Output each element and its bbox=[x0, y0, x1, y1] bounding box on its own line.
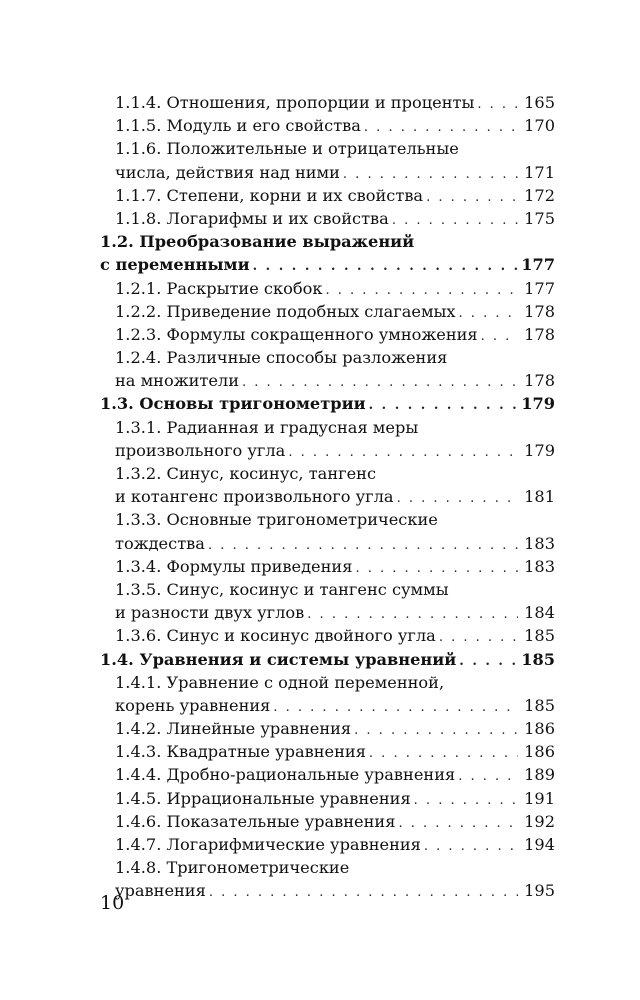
toc-entry-title: 1.3. Основы тригонометрии bbox=[100, 394, 366, 414]
toc-page-number: 191 bbox=[524, 788, 555, 808]
toc-page-number: 186 bbox=[524, 719, 555, 739]
toc-dot-leader bbox=[253, 255, 518, 278]
toc-line bbox=[100, 763, 555, 786]
toc-entry-title: 1.1.5. Модуль и его свойства bbox=[115, 116, 361, 136]
toc-subsection-entry bbox=[100, 207, 555, 230]
toc-subsection-entry bbox=[100, 462, 555, 508]
toc-subsection-entry bbox=[100, 740, 555, 763]
toc-entry-title: уравнения bbox=[115, 881, 206, 901]
toc-entry-title: 1.4.5. Иррациональные уравнения bbox=[115, 788, 411, 808]
toc-dot-leader bbox=[307, 603, 518, 626]
toc-page-number: 183 bbox=[524, 533, 555, 553]
toc-page-number: 192 bbox=[524, 811, 555, 831]
toc-dot-leader bbox=[459, 302, 518, 325]
toc-subsection-entry bbox=[100, 346, 555, 392]
toc-subsection-entry bbox=[100, 323, 555, 346]
toc-line bbox=[100, 137, 555, 160]
toc-entry-title: 1.4.7. Логарифмические уравнения bbox=[115, 835, 421, 854]
toc-line bbox=[100, 416, 555, 439]
toc-entry-title: 1.1.7. Степени, корни и их свойства bbox=[115, 185, 424, 205]
toc-line bbox=[100, 601, 555, 624]
toc-subsection-entry bbox=[100, 184, 555, 207]
toc-section-entry bbox=[100, 230, 555, 276]
toc-line bbox=[100, 555, 555, 578]
toc-line bbox=[100, 856, 555, 879]
toc-dot-leader bbox=[439, 626, 518, 649]
toc-dot-leader bbox=[397, 487, 518, 510]
toc-entry-title: 1.1.6. Положительные и отрицательные bbox=[115, 139, 459, 159]
toc-line bbox=[100, 810, 555, 833]
toc-entry-title: 1.3.3. Основные тригонометрические bbox=[115, 510, 438, 530]
toc-dot-leader bbox=[398, 812, 518, 835]
toc-page-number: 194 bbox=[524, 835, 555, 854]
toc-dot-leader bbox=[477, 93, 518, 116]
toc-subsection-entry bbox=[100, 114, 555, 137]
toc-subsection-entry bbox=[100, 810, 555, 833]
toc-line bbox=[100, 624, 555, 647]
toc-page-number: 179 bbox=[524, 440, 555, 460]
toc-line bbox=[100, 323, 555, 346]
toc-line bbox=[100, 879, 555, 902]
toc-line bbox=[100, 230, 555, 253]
toc-line bbox=[100, 578, 555, 601]
toc-subsection-entry bbox=[100, 300, 555, 323]
toc-line bbox=[100, 91, 555, 114]
toc-page-number: 189 bbox=[524, 765, 555, 785]
toc-subsection-entry bbox=[100, 416, 555, 462]
toc-entry-title: 1.1.4. Отношения, пропорции и проценты bbox=[115, 93, 475, 112]
toc-line bbox=[100, 300, 555, 323]
toc-line bbox=[100, 346, 555, 369]
toc-line bbox=[100, 694, 555, 717]
toc-page-number: 195 bbox=[524, 881, 555, 901]
toc-line bbox=[100, 508, 555, 531]
toc-subsection-entry bbox=[100, 555, 555, 578]
toc-entry-title: и котангенс произвольного угла bbox=[115, 487, 394, 507]
toc-line bbox=[100, 184, 555, 207]
toc-entry-title: 1.3.2. Синус, косинус, тангенс bbox=[115, 464, 377, 483]
toc-page-number: 184 bbox=[524, 603, 555, 623]
toc-dot-leader bbox=[458, 765, 518, 788]
toc-subsection-entry bbox=[100, 578, 555, 624]
toc-entry-title: 1.4.4. Дробно-рациональные уравнения bbox=[115, 765, 456, 785]
toc-dot-leader bbox=[424, 835, 518, 858]
toc-entry-title: 1.2.2. Приведение подобных слагаемых bbox=[115, 301, 456, 321]
toc-entry-title: с переменными bbox=[100, 255, 250, 275]
toc-dot-leader bbox=[354, 719, 518, 742]
toc-entry-title: на множители bbox=[115, 371, 239, 391]
toc-page-number: 185 bbox=[524, 626, 555, 646]
toc-page-number: 185 bbox=[524, 695, 555, 715]
toc-dot-leader bbox=[208, 534, 518, 557]
toc-page-number: 178 bbox=[524, 324, 555, 344]
toc-line bbox=[100, 439, 555, 462]
page-number: 10 bbox=[100, 892, 125, 914]
toc-page-number: 165 bbox=[524, 93, 555, 112]
toc-entry-title: числа, действия над ними bbox=[115, 162, 340, 182]
toc-page-number: 170 bbox=[524, 116, 555, 136]
toc-dot-leader bbox=[355, 557, 518, 580]
toc-line bbox=[100, 671, 555, 694]
toc-subsection-entry bbox=[100, 137, 555, 183]
toc-dot-leader bbox=[242, 371, 518, 394]
toc-dot-leader bbox=[288, 441, 518, 464]
toc-page-number: 178 bbox=[524, 371, 555, 391]
toc-dot-leader bbox=[414, 789, 518, 812]
toc-entry-title: 1.4.3. Квадратные уравнения bbox=[115, 742, 366, 762]
toc-entry-title: корень уравнения bbox=[115, 695, 271, 715]
toc-subsection-entry bbox=[100, 91, 555, 114]
toc-entry-title: 1.2.4. Различные способы разложения bbox=[115, 348, 448, 368]
toc-entry-title: 1.4.6. Показательные уравнения bbox=[115, 811, 396, 831]
toc-line bbox=[100, 277, 555, 300]
toc-page-number: 177 bbox=[524, 278, 555, 298]
toc-line bbox=[100, 114, 555, 137]
toc-line bbox=[100, 462, 555, 485]
toc-entry-title: 1.4.1. Уравнение с одной переменной, bbox=[115, 672, 445, 692]
toc-entry-title: 1.3.6. Синус и косинус двойного угла bbox=[115, 626, 436, 646]
toc-entry-title: 1.3.1. Радианная и градусная меры bbox=[115, 417, 419, 437]
toc-dot-leader bbox=[209, 881, 518, 904]
toc-page-number: 185 bbox=[521, 649, 555, 669]
toc-section-entry bbox=[100, 648, 555, 671]
toc-entry-title: 1.2.1. Раскрытие скобок bbox=[115, 278, 323, 298]
toc-subsection-entry bbox=[100, 763, 555, 786]
table-of-contents bbox=[100, 91, 555, 903]
toc-dot-leader bbox=[343, 163, 518, 186]
toc-entry-title: 1.2. Преобразование выражений bbox=[100, 232, 415, 252]
toc-line bbox=[100, 369, 555, 392]
toc-line bbox=[100, 392, 555, 415]
toc-dot-leader bbox=[369, 742, 518, 765]
toc-line bbox=[100, 253, 555, 276]
toc-subsection-entry bbox=[100, 624, 555, 647]
toc-page-number: 175 bbox=[524, 208, 555, 228]
toc-dot-leader bbox=[392, 209, 518, 232]
toc-dot-leader bbox=[481, 325, 518, 348]
toc-dot-leader bbox=[426, 186, 518, 209]
toc-section-entry bbox=[100, 392, 555, 415]
toc-line bbox=[100, 833, 555, 856]
toc-line bbox=[100, 648, 555, 671]
toc-line bbox=[100, 787, 555, 810]
toc-page-number: 179 bbox=[521, 394, 555, 414]
toc-page-number: 171 bbox=[524, 162, 555, 182]
toc-line bbox=[100, 485, 555, 508]
toc-entry-title: 1.3.4. Формулы приведения bbox=[115, 556, 353, 576]
toc-entry-title: 1.4.2. Линейные уравнения bbox=[115, 719, 352, 739]
toc-subsection-entry bbox=[100, 508, 555, 554]
toc-subsection-entry bbox=[100, 787, 555, 810]
toc-page-number: 177 bbox=[521, 255, 555, 275]
toc-line bbox=[100, 740, 555, 763]
toc-entry-title: 1.4. Уравнения и системы уравнений bbox=[100, 649, 457, 669]
toc-subsection-entry bbox=[100, 277, 555, 300]
toc-line bbox=[100, 717, 555, 740]
toc-subsection-entry bbox=[100, 717, 555, 740]
toc-entry-title: 1.2.3. Формулы сокращенного умножения bbox=[115, 324, 478, 344]
toc-dot-leader bbox=[273, 696, 518, 719]
toc-entry-title: тождества bbox=[115, 533, 205, 553]
toc-entry-title: и разности двух углов bbox=[115, 603, 305, 623]
toc-page-number: 186 bbox=[524, 742, 555, 762]
toc-page-number: 178 bbox=[524, 301, 555, 321]
toc-dot-leader bbox=[459, 650, 518, 673]
toc-subsection-entry bbox=[100, 671, 555, 717]
toc-page-number: 181 bbox=[524, 487, 555, 507]
toc-entry-title: произвольного угла bbox=[115, 440, 286, 460]
toc-subsection-entry bbox=[100, 856, 555, 902]
toc-page-number: 172 bbox=[524, 185, 555, 205]
toc-line bbox=[100, 532, 555, 555]
toc-line bbox=[100, 161, 555, 184]
toc-dot-leader bbox=[364, 116, 518, 139]
toc-dot-leader bbox=[325, 279, 518, 302]
toc-entry-title: 1.1.8. Логарифмы и их свойства bbox=[115, 208, 389, 228]
toc-entry-title: 1.4.8. Тригонометрические bbox=[115, 858, 350, 878]
toc-page-number: 183 bbox=[524, 556, 555, 576]
toc-dot-leader bbox=[369, 394, 518, 417]
toc-entry-title: 1.3.5. Синус, косинус и тангенс суммы bbox=[115, 579, 449, 599]
toc-subsection-entry bbox=[100, 833, 555, 856]
toc-line bbox=[100, 207, 555, 230]
